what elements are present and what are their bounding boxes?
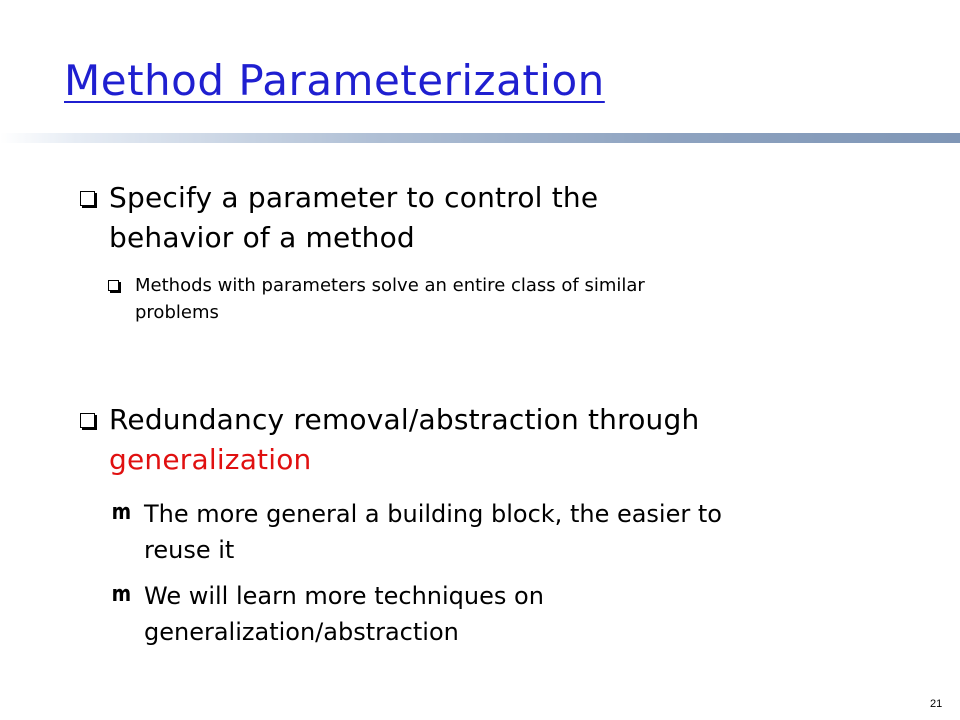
sub-bullet-1-1-line-2: problems xyxy=(135,302,219,323)
bullet-item-1 xyxy=(80,178,598,258)
sub-bullet-2-2-line-2: generalization/abstraction xyxy=(144,618,459,646)
bullet-2-line-2-highlight: generalization xyxy=(109,443,312,476)
sub-bullet-1-1-line-1: Methods with parameters solve an entire class of similar xyxy=(135,275,645,296)
sub-bullet-item-2-2 xyxy=(110,578,544,650)
m-glyph-icon: m xyxy=(111,582,132,607)
sub-bullet-2-1-line-1: The more general a building block, the easier to xyxy=(144,500,722,528)
slide-title: Method Parameterization xyxy=(64,56,605,105)
page-number: 21 xyxy=(930,698,943,710)
sub-bullet-item-1-1 xyxy=(108,272,645,326)
square-box-icon xyxy=(108,280,119,291)
bullet-item-2 xyxy=(80,400,699,480)
bullet-1-line-1: Specify a parameter to control the xyxy=(109,181,599,214)
square-box-icon xyxy=(80,191,95,206)
bullet-1-line-2: behavior of a method xyxy=(109,221,415,254)
sub-bullet-item-2-1 xyxy=(110,496,722,568)
sub-bullet-2-2-line-1: We will learn more techniques on xyxy=(144,582,544,610)
square-box-icon xyxy=(80,413,95,428)
sub-bullet-2-1-line-2: reuse it xyxy=(144,536,235,564)
m-glyph-icon: m xyxy=(111,500,132,525)
bullet-2-line-1: Redundancy removal/abstraction through xyxy=(109,403,700,436)
